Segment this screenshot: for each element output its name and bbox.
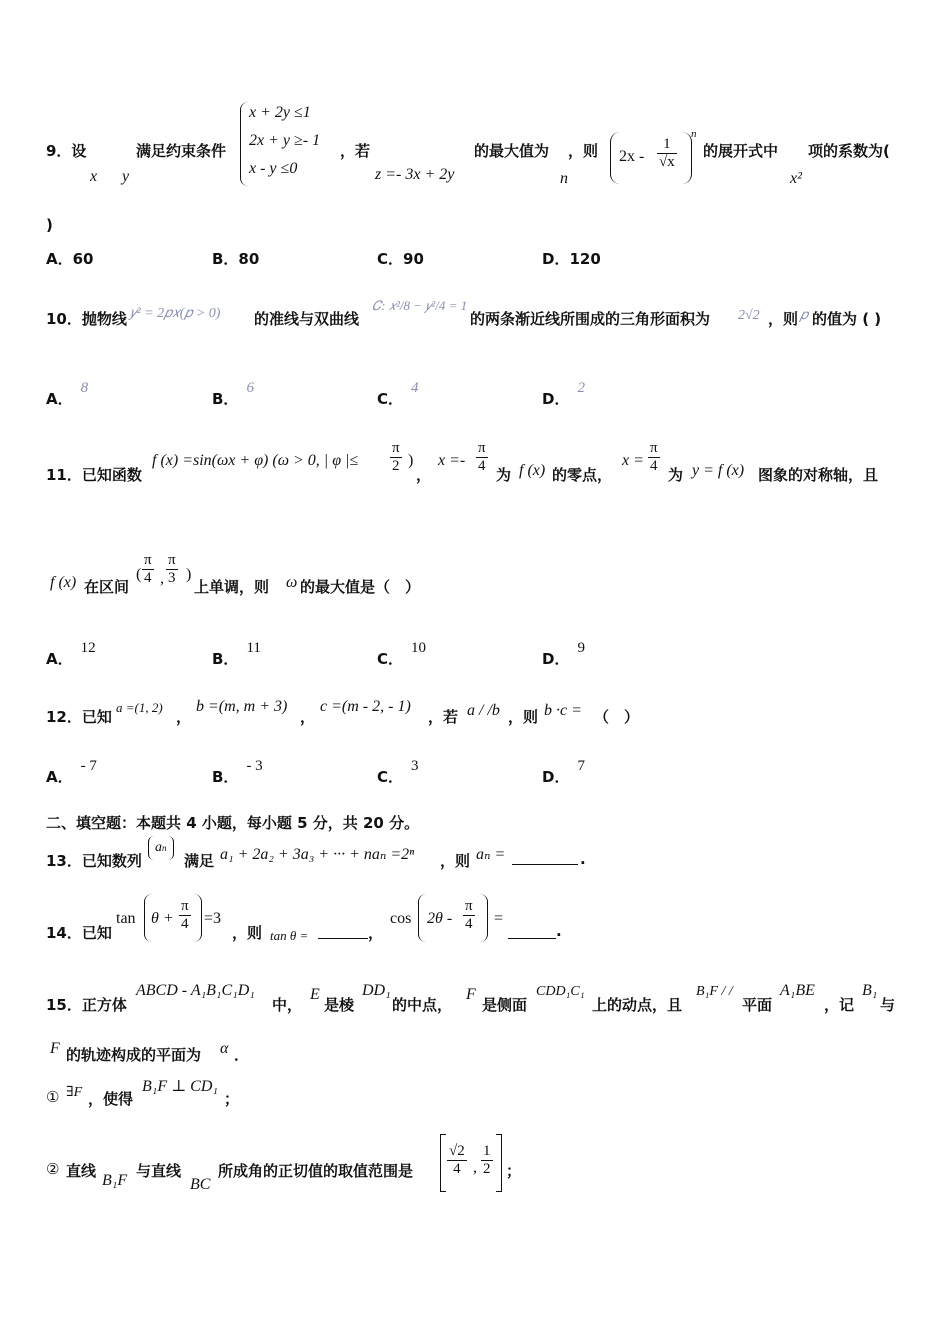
- q14-text2: ，则: [232, 924, 263, 942]
- q9-option-b[interactable]: B．80: [212, 250, 260, 268]
- q9-line: [46, 140, 86, 161]
- q14-cos: cos: [390, 910, 412, 927]
- q9-ruo: ，若: [340, 142, 371, 160]
- q15-B1: B₁: [862, 982, 878, 999]
- q9-power-n: n: [691, 128, 697, 140]
- q14-comma: ，: [368, 924, 384, 942]
- q15-item2-text3: 所成角的正切值的取值范围是: [218, 1162, 414, 1180]
- q9-constraint-2: 2x + y ≥- 1: [249, 132, 321, 149]
- q15-line2-end: ．: [234, 1046, 250, 1064]
- q11-text8: 的最大值是（ ）: [300, 578, 421, 596]
- q12-option-b-value: - 3: [246, 758, 263, 774]
- q11-pi-over-2: $\frac{\pi}{2}$: [392, 440, 400, 474]
- q12-option-d[interactable]: D．7: [542, 758, 585, 786]
- q9-text1: 满足约束条件: [136, 142, 227, 160]
- q9-constraint-system: [240, 102, 341, 186]
- q10-text3: 的两条渐近线所围成的三角形面积为: [470, 310, 711, 328]
- q13-equation: a₁ + 2a₂ + 3a₃ + ··· + naₙ =2ⁿ: [220, 846, 415, 863]
- q10-option-b[interactable]: B．6: [212, 380, 254, 408]
- q11-option-d-value: 9: [577, 640, 585, 656]
- q15-range-low: $\frac{√2}{4}$: [449, 1143, 465, 1177]
- q15-text8: ，记: [824, 996, 855, 1014]
- q13-answer-blank[interactable]: [512, 848, 578, 865]
- q11-comma1: ，: [416, 466, 432, 484]
- q15-line2-text: 的轨迹构成的平面为: [66, 1046, 202, 1064]
- q11-text4: 为: [668, 466, 684, 484]
- q9-close-paren: ): [46, 216, 53, 234]
- q11-y-fx: y = f (x): [692, 462, 745, 479]
- q11-close: ): [408, 452, 414, 469]
- q14-text1: 14．已知: [46, 924, 112, 942]
- q11-x-eq-neg: x =-: [438, 452, 466, 469]
- q11-option-c[interactable]: C．10: [377, 640, 427, 668]
- q15-item1-expr: ∃F: [66, 1085, 83, 1100]
- q9-constraint-1: x + 2y ≤1: [249, 104, 311, 121]
- q10-parabola: 𝑦² = 2𝑝𝑥(𝑝 > 0): [130, 306, 221, 321]
- q11-x-eq: x =: [622, 452, 644, 469]
- q12-option-a-value: - 7: [80, 758, 97, 774]
- q15-text7: 平面: [742, 996, 773, 1014]
- q9-option-a[interactable]: A．60: [46, 250, 94, 268]
- q15-range-high: $\frac{1}{2}$: [483, 1143, 491, 1177]
- q10-hyperbola: 𝐶: 𝑥²/8 − 𝑦²/4 = 1: [372, 298, 468, 313]
- q9-option-c[interactable]: C．90: [377, 250, 424, 268]
- q13-sequence: an: [148, 836, 174, 860]
- q15-cube: ABCD - A₁B₁C₁D₁: [136, 982, 255, 999]
- q9-binomial: [610, 132, 692, 184]
- q14-tan-theta: tan θ =: [270, 928, 309, 943]
- q9-option-d[interactable]: D．120: [542, 250, 601, 268]
- q12-vector-c: c =(m - 2, - 1): [320, 698, 411, 715]
- q14-cos-blank[interactable]: [508, 924, 556, 939]
- q9-text2: 的最大值为: [474, 142, 550, 160]
- q13-answer-label: aₙ =: [476, 846, 506, 863]
- q15-DD1: DD₁: [362, 982, 391, 999]
- q12-vector-b: b =(m, m + 3): [196, 698, 288, 715]
- q15-item2-BC: BC: [190, 1176, 211, 1193]
- q15-text6: 上的动点，且: [592, 996, 683, 1014]
- q10-option-b-value: 6: [246, 380, 254, 396]
- q10-text4: ，则: [768, 310, 799, 328]
- q15-item1-end: ；: [224, 1090, 240, 1108]
- q9-text4: 项的系数为(: [808, 142, 890, 160]
- q10-p: 𝑝: [800, 308, 808, 323]
- q12-vector-a: a =(1, 2): [116, 700, 163, 715]
- q15-item2-B1F: B₁F: [102, 1172, 128, 1189]
- q10-text2: 的准线与双曲线: [254, 310, 360, 328]
- q11-text3: 的零点，: [552, 466, 613, 484]
- q12-option-a[interactable]: A．- 7: [46, 758, 97, 786]
- q15-item1-relation: B₁F ⊥ CD₁: [142, 1078, 218, 1095]
- q11-option-a[interactable]: A．12: [46, 640, 96, 668]
- q14-end: .: [556, 922, 562, 940]
- q10-option-d-value: 2: [577, 380, 585, 396]
- q15-plane: A₁BE: [780, 982, 815, 999]
- q12-text3: ，则: [508, 708, 539, 726]
- q11-fx: f (x): [519, 462, 546, 479]
- q15-item2-range: $\frac{√2}{4}$ , $\frac{1}{2}$: [440, 1134, 502, 1192]
- q15-B1F: B₁F / /: [696, 984, 733, 999]
- q9-var-y: y: [122, 168, 130, 185]
- q15-text1: 15．正方体: [46, 996, 127, 1014]
- q9-ze: ，则: [568, 142, 599, 160]
- q15-item2-end: ；: [506, 1162, 522, 1180]
- q15-text3: 是棱: [324, 996, 355, 1014]
- q11-fx-2: f (x): [50, 574, 77, 591]
- q13-end: .: [580, 850, 586, 868]
- q15-alpha: α: [220, 1040, 229, 1057]
- q12-text1: 12．已知: [46, 708, 112, 726]
- q11-interval-left: $\frac{\pi}{4}$: [144, 552, 152, 586]
- q9-objective: z =- 3x + 2y: [375, 166, 455, 183]
- q10-option-d[interactable]: D．2: [542, 380, 585, 408]
- section-heading-fill-in: 二、填空题：本题共 4 小题，每小题 5 分，共 20 分。: [46, 814, 420, 832]
- q10-text1: 10．抛物线: [46, 310, 127, 328]
- q9-x-squared: x²: [790, 170, 802, 187]
- q9-var-x: x: [90, 168, 98, 185]
- q15-text9: 与: [880, 996, 896, 1014]
- q11-text2: 为: [496, 466, 512, 484]
- q11-interval-right: $\frac{\pi}{3}$: [168, 552, 176, 586]
- q11-pi-over-4-b: $\frac{\pi}{4}$: [650, 440, 658, 474]
- q15-E: E: [310, 986, 320, 1003]
- q10-option-c-value: 4: [411, 380, 419, 396]
- q14-cos-arg: 2θ - $\frac{\pi}{4}$: [418, 894, 488, 942]
- q11-function: f (x) =sin(ωx + φ) (ω > 0, | φ |≤: [152, 452, 359, 469]
- q9-constraint-3: x - y ≤0: [249, 160, 298, 177]
- q11-option-c-value: 10: [411, 640, 427, 656]
- q15-face: CDD₁C₁: [536, 984, 585, 999]
- q9-binomial-a: 2x -: [619, 148, 645, 165]
- q15-item1-mark: ①: [46, 1088, 60, 1106]
- q10-area: 2√2: [738, 308, 760, 323]
- q15-F: F: [466, 986, 476, 1003]
- q11-text5: 图象的对称轴，且: [758, 466, 879, 484]
- q12-text2: ，若: [428, 708, 459, 726]
- q11-text6: 在区间: [84, 578, 130, 596]
- q14-tan-arg: θ + $\frac{\pi}{4}$: [144, 894, 202, 942]
- q15-text2: 中，: [272, 996, 303, 1014]
- q11-option-d[interactable]: D．9: [542, 640, 585, 668]
- q9-var-n: n: [560, 170, 568, 187]
- q15-item2-mark: ②: [46, 1160, 60, 1178]
- q12-parallel: a / /b: [467, 702, 500, 719]
- q10-text5: 的值为 ( ): [812, 310, 882, 328]
- q12-dot-product: b ·c =: [544, 702, 582, 719]
- q15-line2-F: F: [50, 1040, 60, 1057]
- q11-text7: 上单调，则: [194, 578, 270, 596]
- q12-option-c[interactable]: C．3: [377, 758, 419, 786]
- q11-option-b-value: 11: [246, 640, 261, 656]
- q15-item2-text2: 与直线: [136, 1162, 182, 1180]
- q14-tan: tan: [116, 910, 136, 927]
- q12-text4: （ ）: [594, 708, 640, 726]
- q12-option-b[interactable]: B．- 3: [212, 758, 263, 786]
- q12-option-d-value: 7: [577, 758, 585, 774]
- q14-eq3: =3: [204, 910, 222, 927]
- q10-option-c[interactable]: C．4: [377, 380, 419, 408]
- q9-number: 9．设: [46, 142, 87, 160]
- q9-binomial-frac: $\frac{1}{√x}$: [659, 136, 675, 170]
- q10-option-a-value: 8: [80, 380, 89, 396]
- q10-option-a[interactable]: A．8: [46, 380, 89, 408]
- q15-item2-text1: 直线: [66, 1162, 97, 1180]
- q11-omega: ω: [286, 574, 298, 591]
- q15-text4: 的中点，: [392, 996, 453, 1014]
- q11-option-a-value: 12: [80, 640, 96, 656]
- q9-text3: 的展开式中: [703, 142, 779, 160]
- q12-option-c-value: 3: [411, 758, 419, 774]
- q11-pi-over-4-a: $\frac{\pi}{4}$: [478, 440, 486, 474]
- q15-item1-text: ，使得: [88, 1090, 134, 1108]
- q11-text1: 11．已知函数: [46, 466, 142, 484]
- q15-text5: 是侧面: [482, 996, 528, 1014]
- q14-tan-blank[interactable]: [318, 924, 368, 939]
- q13-text1: 13．已知数列: [46, 852, 142, 870]
- q13-text3: ，则: [440, 852, 471, 870]
- q14-eq: =: [494, 910, 504, 927]
- q13-text2: 满足: [184, 852, 215, 870]
- q11-option-b[interactable]: B．11: [212, 640, 261, 668]
